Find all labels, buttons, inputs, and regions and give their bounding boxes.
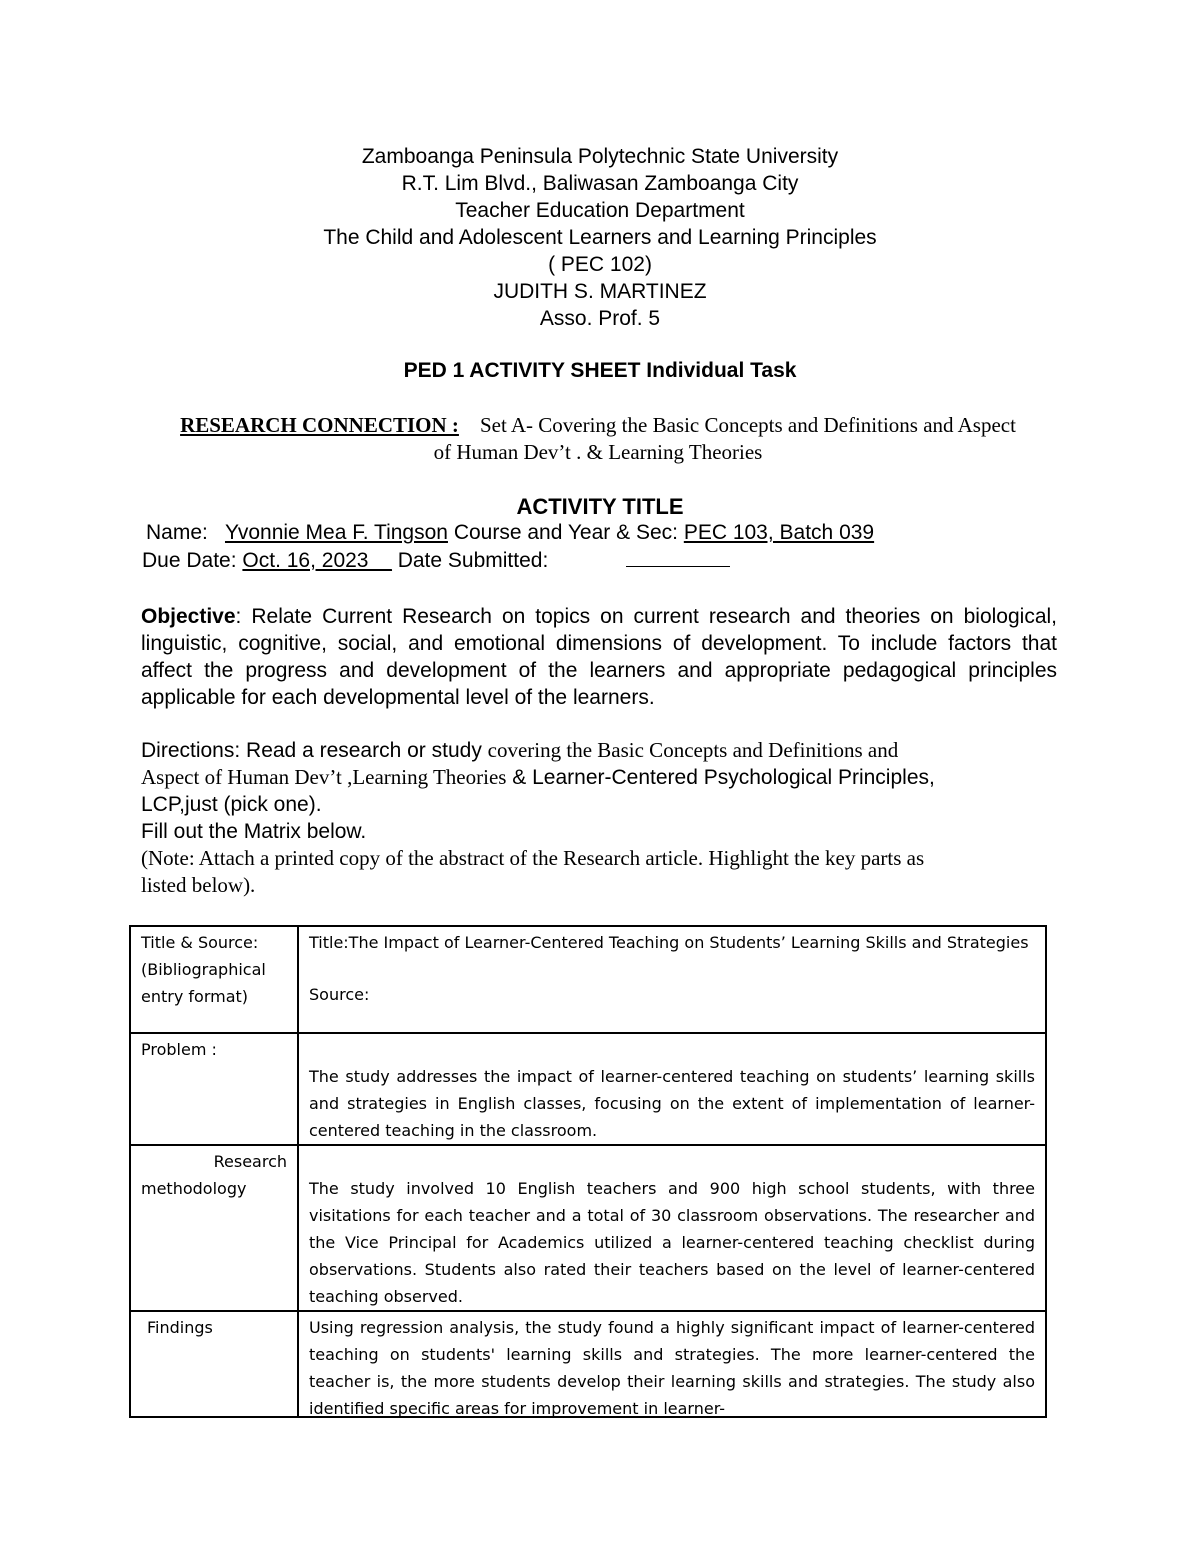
- course-title: The Child and Adolescent Learners and Learning Principles: [323, 226, 877, 249]
- table-row: [130, 926, 1046, 1033]
- objective-label: Objective: [141, 605, 236, 628]
- objective-text: : Relate Current Research on topics on current research and theories on biological, linguistic, cognitive, social, and emotional dimensions of development. To include factors that affect the progress and development of the learners and appropriate pedagogical principles applicable for each developmental level of the learners.: [141, 605, 1057, 709]
- instructor-name: JUDITH S. MARTINEZ: [493, 280, 707, 303]
- directions-text-4: Fill out the Matrix below.: [141, 820, 367, 843]
- department-name: Teacher Education Department: [455, 199, 745, 222]
- methodology-content-cell: [298, 1145, 1046, 1311]
- problem-label: Problem :: [141, 1040, 217, 1059]
- due-date-line: [142, 548, 730, 573]
- findings-text: Using regression analysis, the study found a highly significant impact of learner-centered teaching on students' learning skills and strategies. The more learner-centered the teacher is, the more students develop their learning skills and strategies. The study also identified specific areas for improvement in learner-: [309, 1318, 1035, 1416]
- research-connection: [128, 412, 1068, 466]
- findings-content-cell: [298, 1311, 1046, 1417]
- directions-text-2a: Aspect of Human Dev’t ,Learning Theories: [141, 765, 507, 789]
- problem-text: The study addresses the impact of learner-centered teaching on students’ learning skills and strategies in English classes, focusing on the extent of implementation of learner-centered teaching in the classroom.: [309, 1067, 1035, 1140]
- directions-text-2b: & Learner-Centered Psychological Principles,: [506, 766, 935, 789]
- directions-note-2: listed below).: [141, 873, 256, 897]
- name-label: Name:: [146, 521, 208, 544]
- methodology-text: The study involved 10 English teachers and 900 high school students, with three visitations for each teacher and a total of 30 classroom observations. The researcher and the Vice Principal for Academics utilized a learner-centered teaching checklist during observations. Students also rated their teachers based on the level of learner-centered teaching observed.: [309, 1179, 1035, 1306]
- university-address: R.T. Lim Blvd., Baliwasan Zamboanga City: [401, 172, 799, 195]
- title-source-label-cell: [130, 926, 298, 1033]
- findings-label: Findings: [147, 1318, 213, 1337]
- table-row: [130, 1145, 1046, 1311]
- date-submitted-label: Date Submitted:: [397, 549, 549, 572]
- research-connection-text-2: of Human Dev’t . & Learning Theories: [433, 440, 763, 464]
- problem-content-cell: [298, 1033, 1046, 1145]
- study-source: Source:: [309, 985, 370, 1004]
- activity-title: ACTIVITY TITLE: [516, 494, 684, 519]
- title-source-content-cell: [298, 926, 1046, 1033]
- date-submitted-blank: [626, 548, 730, 567]
- methodology-label: methodology: [141, 1179, 247, 1198]
- bibliographical-format-label: (Bibliographical entry format): [141, 960, 266, 1006]
- instructor-rank: Asso. Prof. 5: [539, 307, 661, 330]
- problem-label-cell: [130, 1033, 298, 1145]
- title-source-label: Title & Source:: [141, 933, 259, 952]
- directions-text-1b: covering the Basic Concepts and Definitions and: [487, 738, 899, 762]
- directions-note-1: (Note: Attach a printed copy of the abstract of the Research article. Highlight the key parts as: [141, 846, 925, 870]
- findings-label-cell: [130, 1311, 298, 1417]
- activity-sheet-title: PED 1 ACTIVITY SHEET Individual Task: [403, 359, 797, 382]
- table-row: [130, 1033, 1046, 1145]
- name-value: Yvonnie Mea F. Tingson: [224, 521, 448, 544]
- directions-block: [141, 737, 1071, 899]
- university-name: Zamboanga Peninsula Polytechnic State University: [361, 145, 839, 168]
- course-value: PEC 103, Batch 039: [683, 521, 875, 544]
- objective-paragraph: [141, 603, 1057, 711]
- research-connection-text-1: Set A- Covering the Basic Concepts and Definitions and Aspect: [479, 413, 1016, 437]
- course-code: ( PEC 102): [548, 253, 652, 276]
- name-line: [146, 521, 874, 545]
- document-header: [0, 143, 1200, 332]
- directions-text-1a: Directions: Read a research or study: [141, 739, 488, 762]
- research-connection-label: RESEARCH CONNECTION :: [180, 413, 459, 437]
- study-title: Title:The Impact of Learner-Centered Teaching on Students’ Learning Skills and Strategies: [309, 933, 1029, 952]
- research-matrix-table: [129, 925, 1047, 1418]
- directions-text-3: LCP,just (pick one).: [141, 793, 322, 816]
- methodology-label-cell: [130, 1145, 298, 1311]
- research-label: Research: [213, 1152, 287, 1171]
- course-label: Course and Year & Sec:: [453, 521, 678, 544]
- due-date-value: Oct. 16, 2023__: [242, 549, 392, 572]
- due-date-label: Due Date:: [142, 549, 237, 572]
- table-row: [130, 1311, 1046, 1417]
